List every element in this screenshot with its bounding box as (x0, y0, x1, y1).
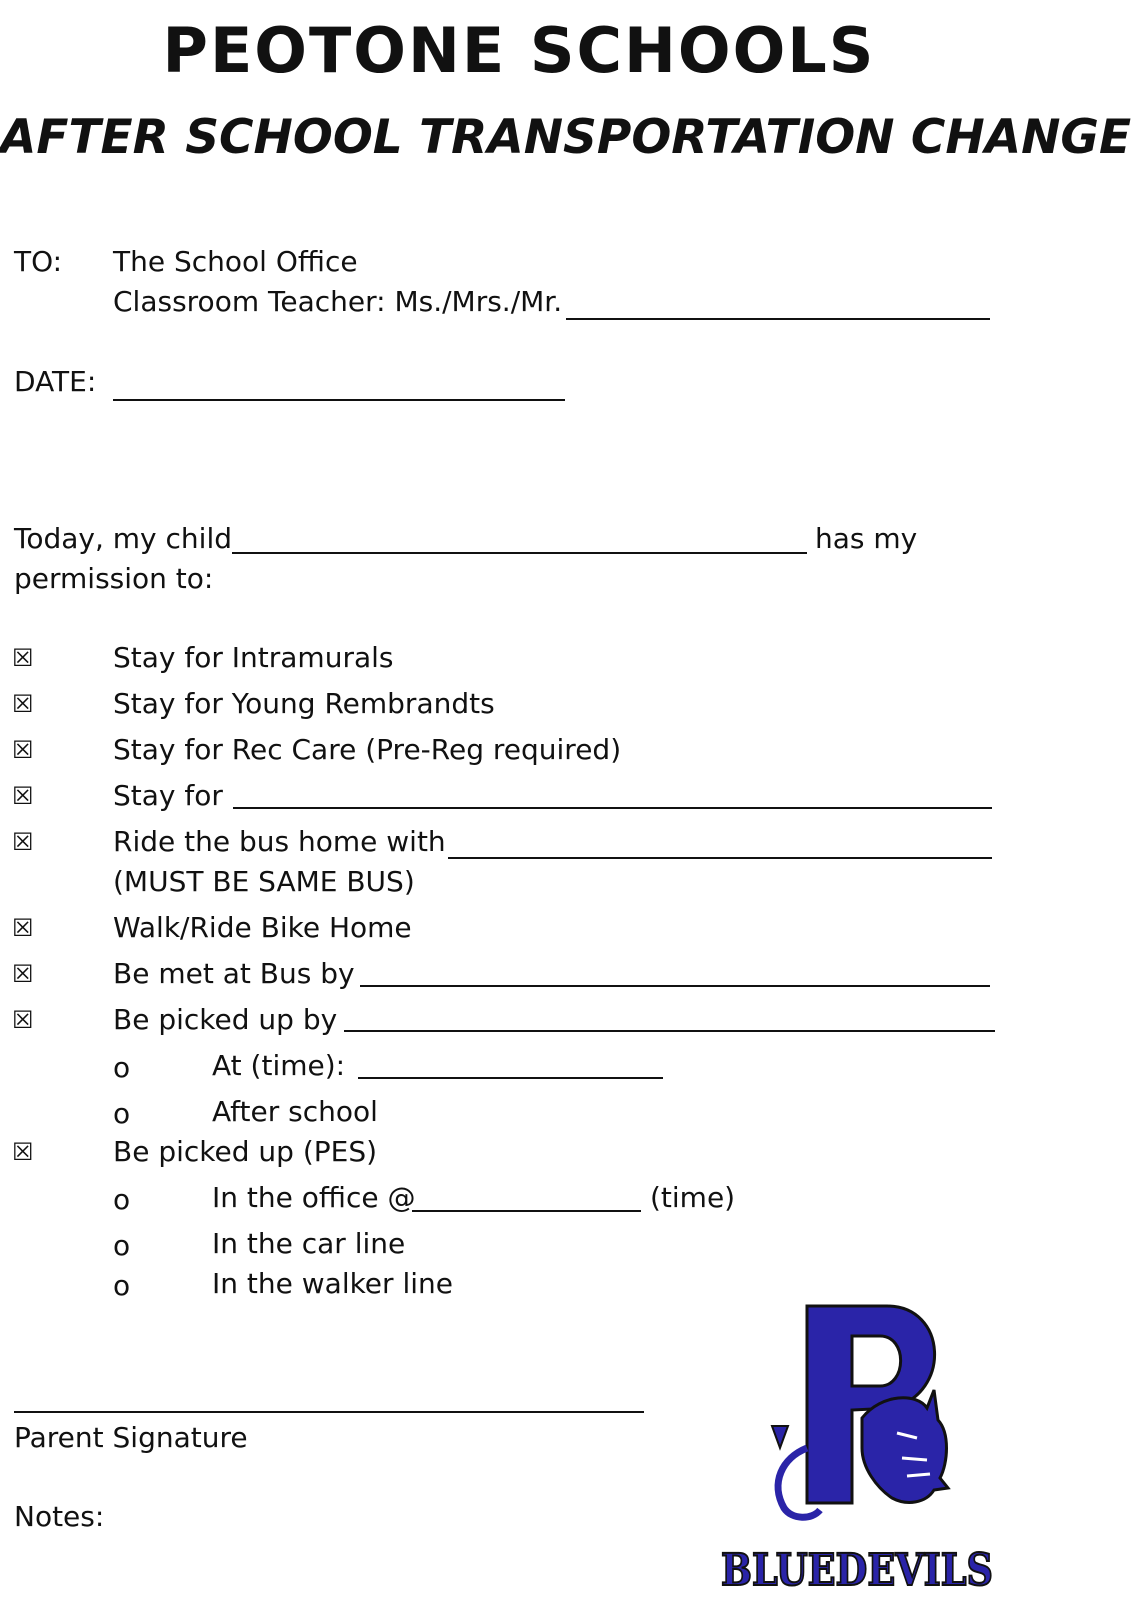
form-subtitle: AFTER SCHOOL TRANSPORTATION CHANGE (0, 110, 1131, 165)
checkbox-picked-up-by[interactable]: ☒ (12, 1006, 34, 1034)
option-car-line: In the car line (212, 1227, 406, 1260)
checkbox-walk-bike[interactable]: ☒ (12, 914, 34, 942)
to-school-office: The School Office (113, 245, 358, 278)
date-label: DATE: (14, 365, 97, 398)
checkbox-met-at-bus[interactable]: ☒ (12, 960, 34, 988)
sub-bullet[interactable]: o (113, 1097, 131, 1130)
permission-text-before: Today, my child (14, 522, 232, 555)
option-in-office: In the office @ (212, 1181, 416, 1214)
sub-bullet[interactable]: o (113, 1229, 131, 1262)
sub-bullet[interactable]: o (113, 1183, 131, 1216)
checkbox-intramurals[interactable]: ☒ (12, 644, 34, 672)
notes-label: Notes: (14, 1500, 105, 1533)
parent-signature-label: Parent Signature (14, 1421, 248, 1454)
picked-up-by-field[interactable] (344, 1030, 995, 1032)
option-office-time-label: (time) (650, 1181, 736, 1214)
checkbox-rec-care[interactable]: ☒ (12, 736, 34, 764)
office-time-field[interactable] (412, 1210, 641, 1212)
ride-bus-with-field[interactable] (448, 857, 992, 859)
option-picked-up-pes: Be picked up (PES) (113, 1135, 378, 1168)
parent-signature-field[interactable] (14, 1411, 644, 1413)
logo-wordmark: BLUEDEVILS (721, 1545, 993, 1596)
permission-text-after: has my (815, 522, 918, 555)
option-intramurals: Stay for Intramurals (113, 641, 394, 674)
option-stay-for: Stay for (113, 779, 223, 812)
checkbox-stay-for[interactable]: ☒ (12, 782, 34, 810)
teacher-name-field[interactable] (566, 318, 990, 320)
at-time-field[interactable] (358, 1077, 663, 1079)
child-name-field[interactable] (232, 552, 807, 554)
option-after-school: After school (212, 1095, 378, 1128)
checkbox-young-rembrandts[interactable]: ☒ (12, 690, 34, 718)
page-title: PEOTONE SCHOOLS (162, 14, 876, 87)
option-same-bus-note: (MUST BE SAME BUS) (113, 865, 415, 898)
sub-bullet[interactable]: o (113, 1051, 131, 1084)
option-met-at-bus: Be met at Bus by (113, 957, 355, 990)
option-rec-care: Stay for Rec Care (Pre-Reg required) (113, 733, 622, 766)
option-picked-up-by: Be picked up by (113, 1003, 338, 1036)
option-young-rembrandts: Stay for Young Rembrandts (113, 687, 495, 720)
stay-for-field[interactable] (233, 807, 992, 809)
met-at-bus-field[interactable] (360, 985, 990, 987)
checkbox-ride-bus[interactable]: ☒ (12, 828, 34, 856)
sub-bullet[interactable]: o (113, 1269, 131, 1302)
option-ride-bus: Ride the bus home with (113, 825, 446, 858)
option-walker-line: In the walker line (212, 1267, 453, 1300)
blue-devils-logo (712, 1298, 1002, 1598)
date-field[interactable] (113, 399, 565, 401)
to-label: TO: (14, 245, 63, 278)
to-classroom-teacher: Classroom Teacher: Ms./Mrs./Mr. (113, 285, 563, 318)
option-at-time: At (time): (212, 1049, 346, 1082)
checkbox-picked-up-pes[interactable]: ☒ (12, 1138, 34, 1166)
option-walk-bike: Walk/Ride Bike Home (113, 911, 412, 944)
devil-head-icon (862, 1390, 948, 1502)
permission-text-line2: permission to: (14, 562, 214, 595)
